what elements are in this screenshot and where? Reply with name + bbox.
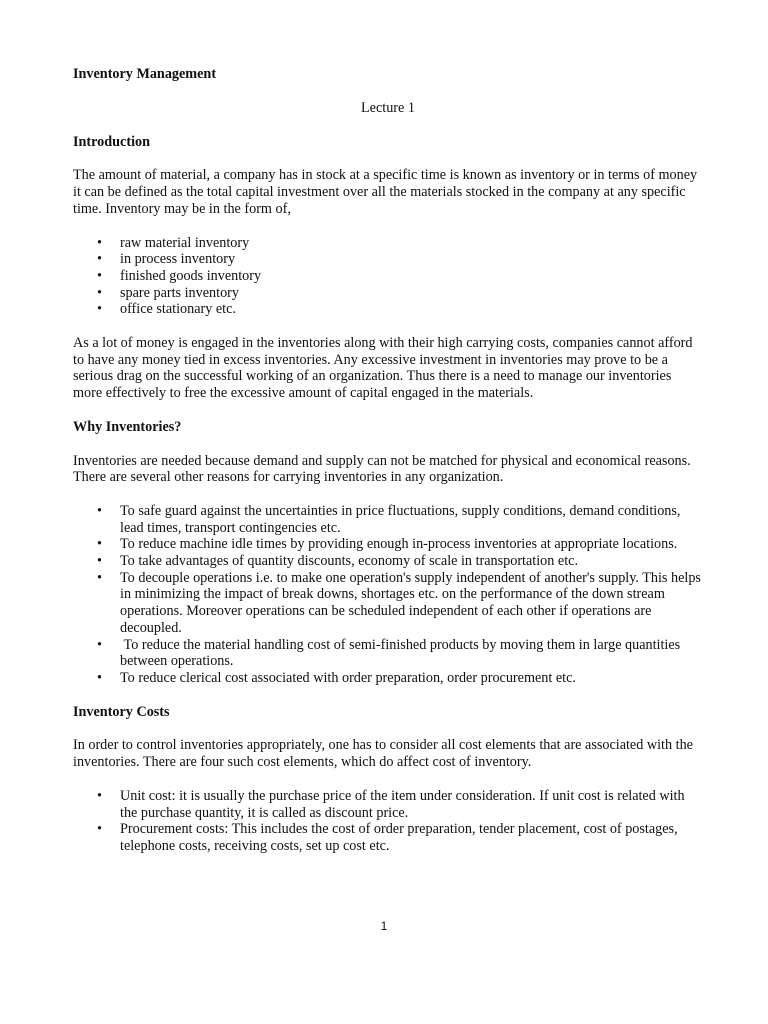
list-item: • To take advantages of quantity discounts, economy of scale in transportation etc. — [73, 553, 703, 570]
cost-elements-list — [73, 788, 703, 855]
list-item: • To decouple operations i.e. to make one operation's supply independent of another's supply. This helps in minimizing the impact of break downs, shortages etc. on the performance of the down stream operations. Moreover operations can be scheduled independent of each other if operations are decoupled. — [73, 570, 703, 637]
why-inventories-paragraph: Inventories are needed because demand and supply can not be matched for physical and economical reasons. There are several other reasons for carrying inventories in any organization. — [73, 452, 691, 486]
document-title: Inventory Management — [73, 66, 217, 82]
document-page — [73, 66, 703, 855]
introduction-heading: Introduction — [73, 133, 150, 150]
list-item: • To reduce machine idle times by providing enough in-process inventories at appropriate locations. — [73, 536, 703, 553]
introduction-paragraph: The amount of material, a company has in stock at a specific time is known as inventory or in terms of money it can be defined as the total capital investment over all the materials stocked in the company at any specific time. Inventory may be in the form of, — [73, 167, 698, 217]
introduction-paragraph-2: As a lot of money is engaged in the inventories along with their high carrying costs, companies cannot afford to have any money tied in excess inventories. Any excessive investment in inventories may prove to be a serious drag on the successful working of an organization. Thus there is a need to manage our inventories more effectively to free the excessive amount of capital engaged in the materials. — [73, 335, 693, 402]
list-item: • Procurement costs: This includes the cost of order preparation, tender placement, cost of postages, telephone costs, receiving costs, set up cost etc. — [73, 821, 703, 854]
page-number: 1 — [380, 919, 388, 933]
list-item: • To reduce clerical cost associated with order preparation, order procurement etc. — [73, 670, 703, 687]
inventory-costs-heading: Inventory Costs — [73, 703, 170, 720]
list-item: • raw material inventory — [73, 235, 703, 252]
list-item: • office stationary etc. — [73, 301, 703, 318]
list-item: • Unit cost: it is usually the purchase price of the item under consideration. If unit cost is related with the purchase quantity, it is called as discount price. — [73, 788, 703, 821]
list-item: • in process inventory — [73, 251, 703, 268]
inventory-costs-paragraph: In order to control inventories appropriately, one has to consider all cost elements that are associated with the inventories. There are four such cost elements, which do affect cost of inventory. — [73, 737, 693, 771]
lecture-label — [73, 100, 703, 117]
list-item: • To reduce the material handling cost of semi-finished products by moving them in large quantities between operations. — [73, 637, 703, 670]
why-inventories-heading: Why Inventories? — [73, 418, 182, 435]
reasons-list — [73, 503, 703, 687]
list-item: • spare parts inventory — [73, 285, 703, 302]
list-item: • To safe guard against the uncertainties in price fluctuations, supply conditions, demand conditions, lead times, transport contingencies etc. — [73, 503, 703, 536]
list-item: • finished goods inventory — [73, 268, 703, 285]
inventory-forms-list — [73, 235, 703, 319]
lecture-text: Lecture 1 — [361, 100, 415, 116]
